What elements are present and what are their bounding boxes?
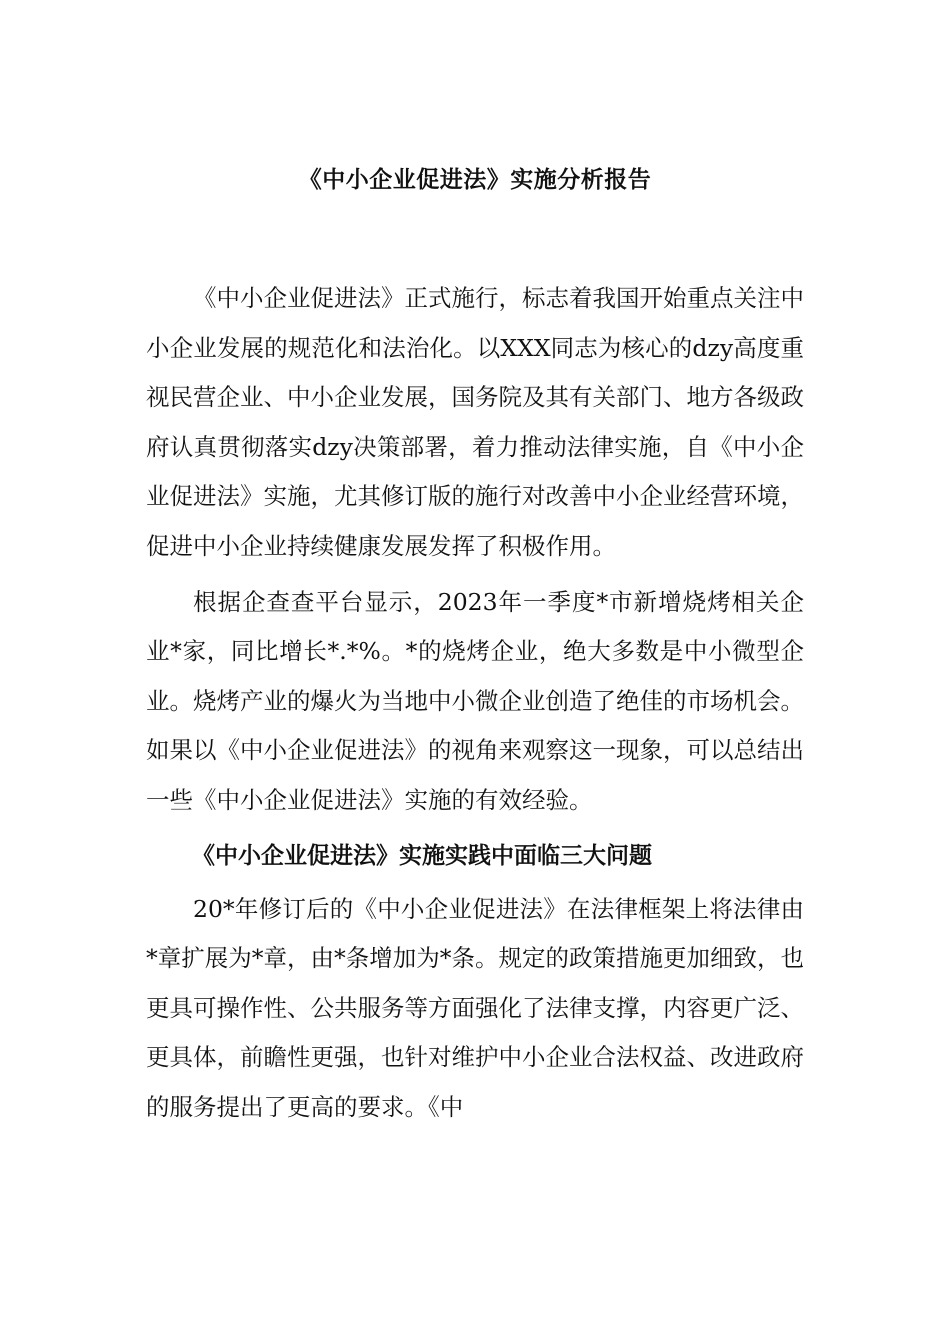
section-heading: 《中小企业促进法》实施实践中面临三大问题: [192, 842, 652, 869]
document-title: 《中小企业促进法》实施分析报告: [298, 167, 652, 193]
paragraph-revision: 20*年修订后的《中小企业促进法》在法律框架上将法律由*章扩展为*章，由*条增加为*条。规定的政策措施更加细致，也更具可操作性、公共服务等方面强化了法律支撑，内容更广泛、更具体，前瞻性更强，也针对维护中小企业合法权益、改进政府的服务提出了更高的要求。《中: [146, 894, 804, 1121]
paragraph-bbq-statistics: 根据企查查平台显示，2023年一季度*市新增烧烤相关企业*家，同比增长*.*%。*的烧烤企业，绝大多数是中小微型企业。烧烤产业的爆火为当地中小微企业创造了绝佳的市场机会。如果以《中小企业促进法》的视角来观察这一现象，可以总结出一些《中小企业促进法》实施的有效经验。: [146, 587, 804, 814]
document-body: [146, 274, 804, 1139]
paragraph-intro: 《中小企业促进法》正式施行，标志着我国开始重点关注中小企业发展的规范化和法治化。以XXX同志为核心的dzy高度重视民营企业、中小企业发展，国务院及其有关部门、地方各级政府认真贯彻落实dzy决策部署，着力推动法律实施，自《中小企业促进法》实施，尤其修订版的施行对改善中小企业经营环境，促进中小企业持续健康发展发挥了积极作用。: [146, 284, 804, 560]
